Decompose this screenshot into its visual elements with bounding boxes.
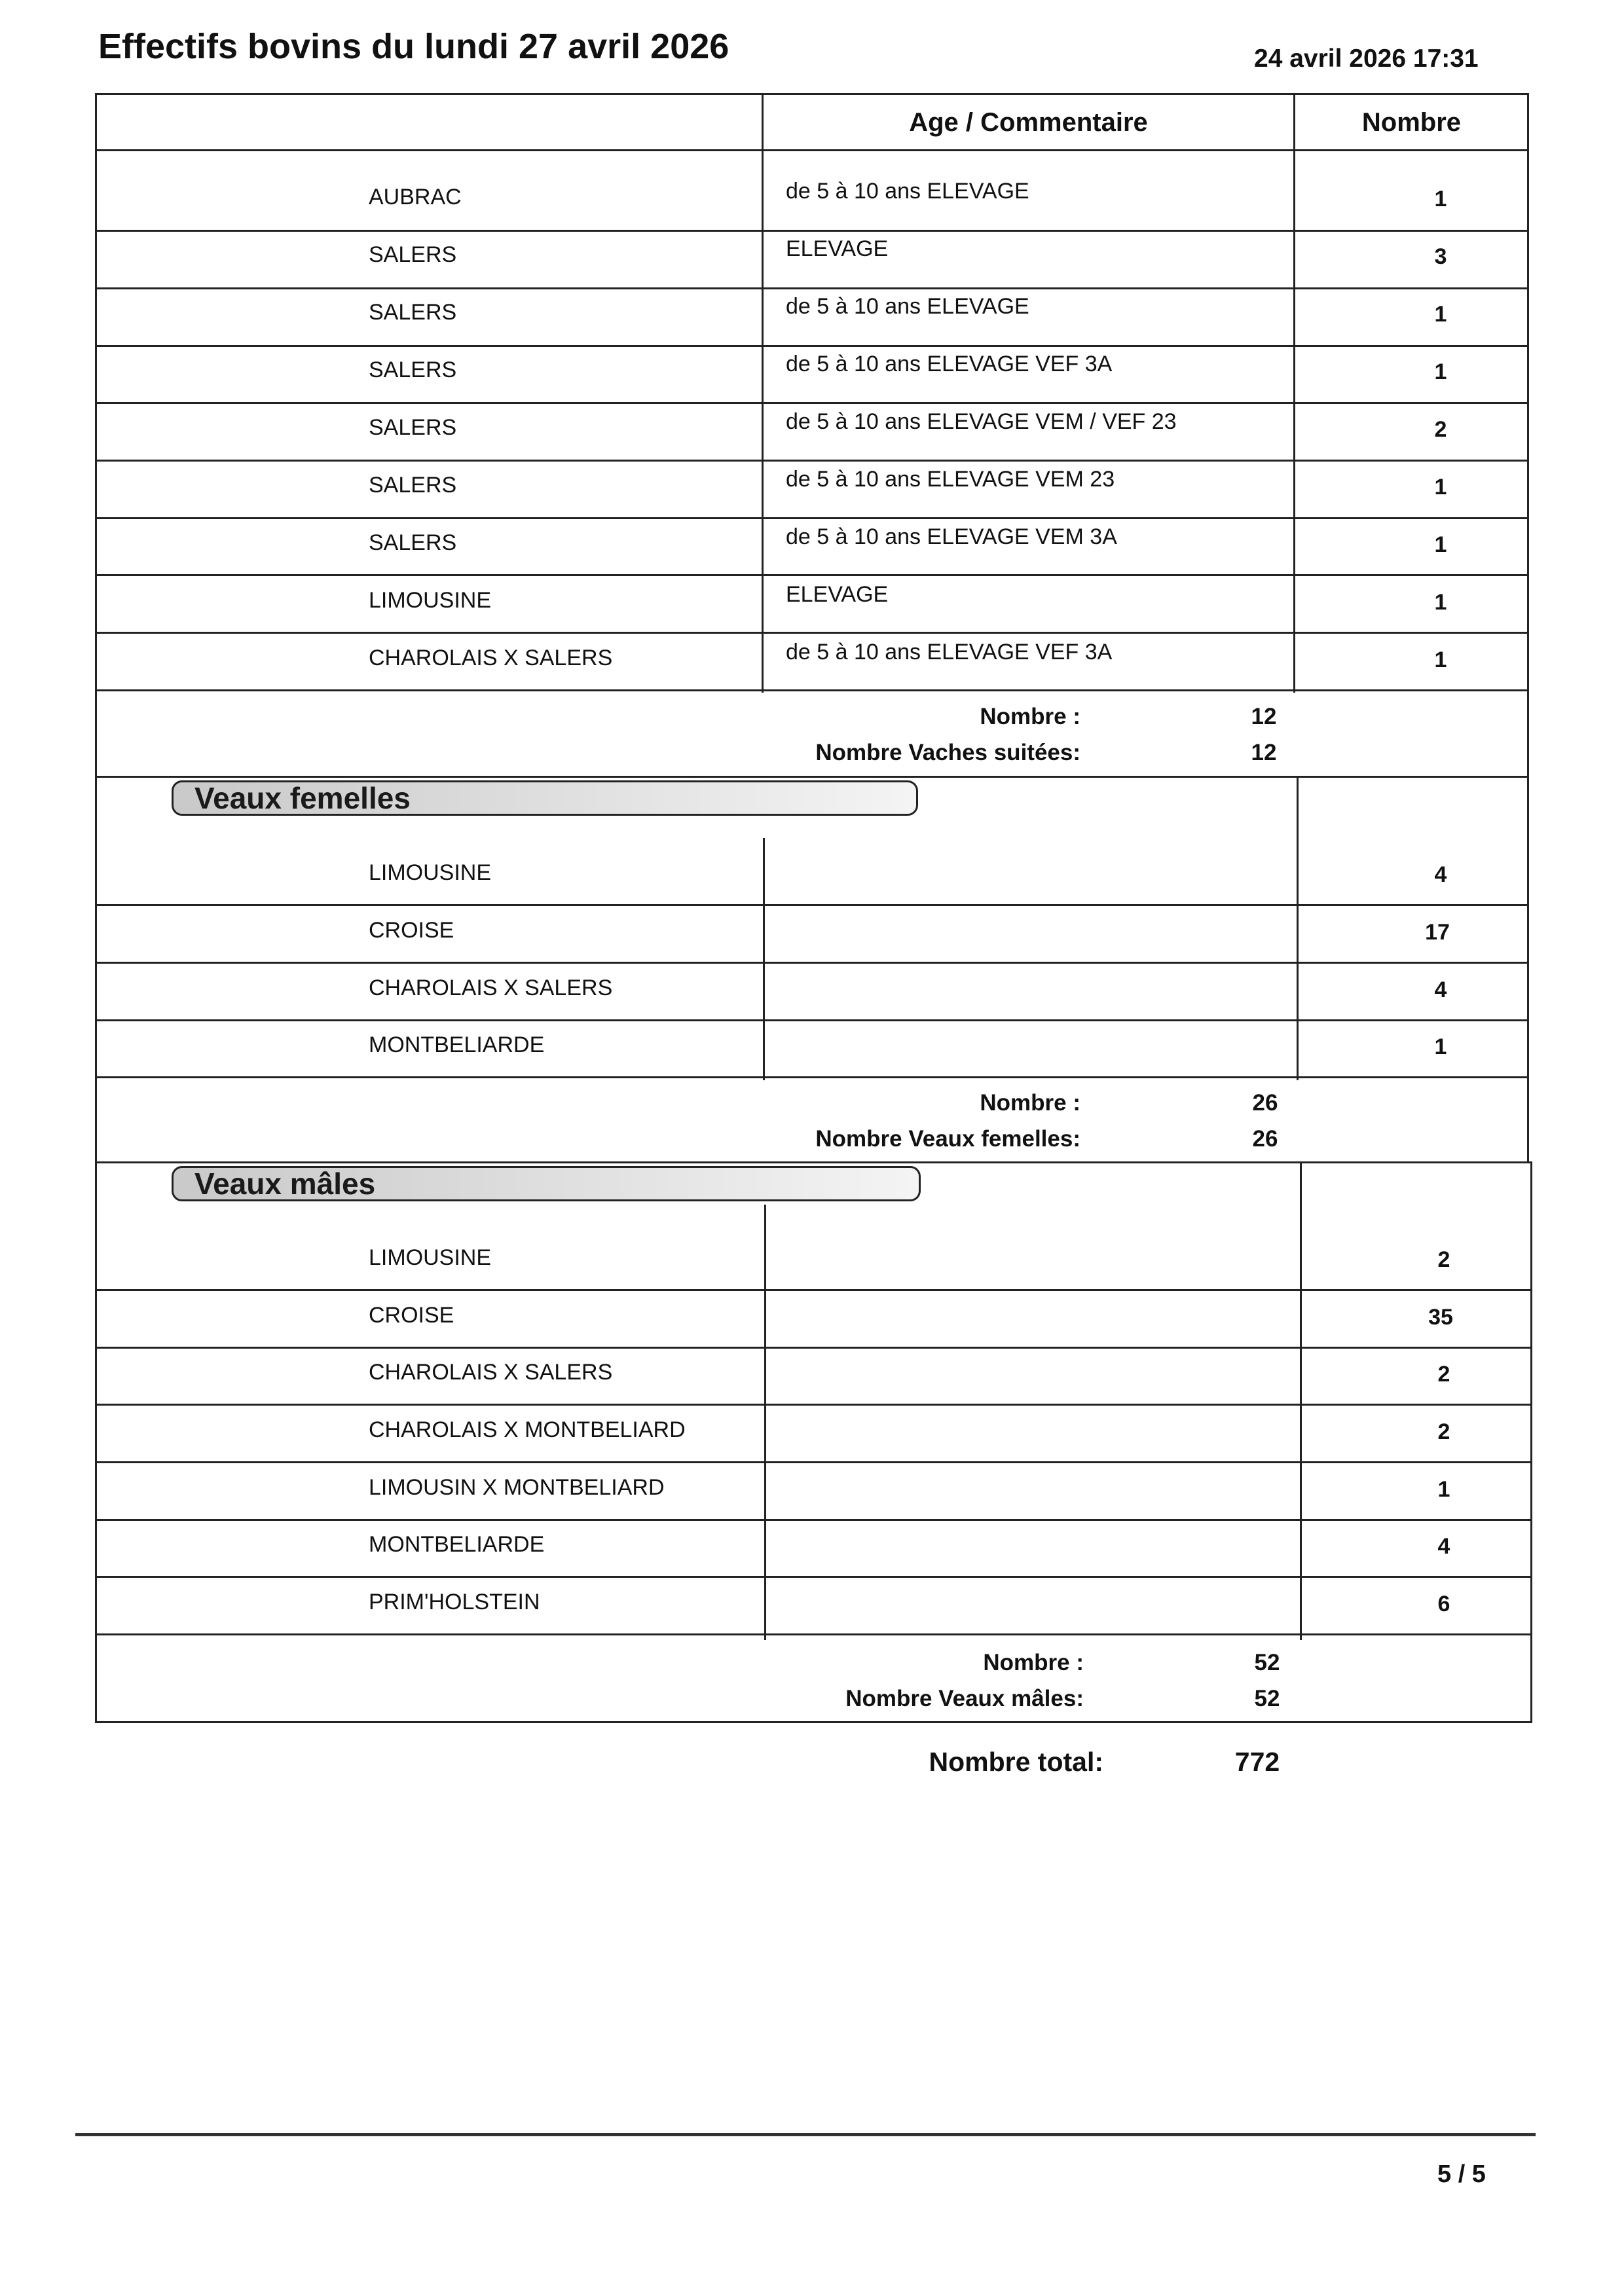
subtotal-value: 26 xyxy=(1252,1090,1278,1116)
subtotal-value: 26 xyxy=(1252,1126,1278,1152)
subtotal-value: 12 xyxy=(1251,740,1277,765)
subtotal-value: 12 xyxy=(1251,704,1277,729)
table-cell-race: LIMOUSINE xyxy=(369,1245,492,1270)
table-cell-count: 1 xyxy=(1434,302,1447,327)
table-cell-race: CHAROLAIS X SALERS xyxy=(369,1360,613,1385)
table-cell-race: LIMOUSIN X MONTBELIARD xyxy=(369,1475,665,1500)
table-cell-race: AUBRAC xyxy=(369,185,462,210)
row-divider xyxy=(95,1633,1532,1635)
table-cell-race: MONTBELIARDE xyxy=(369,1032,545,1057)
subtotal-value: 52 xyxy=(1254,1650,1280,1675)
grand-total-label: Nombre total: xyxy=(929,1747,1103,1777)
table-cell-count: 2 xyxy=(1437,1247,1450,1272)
group-veaux-femelles-frame xyxy=(95,776,1529,1163)
table-cell-count: 1 xyxy=(1434,475,1447,500)
table-cell-count: 1 xyxy=(1434,647,1447,672)
table-cell-count: 2 xyxy=(1437,1362,1450,1387)
grand-total-value: 772 xyxy=(1234,1747,1280,1777)
subtotal-label: Nombre Veaux mâles: xyxy=(845,1686,1084,1711)
row-divider xyxy=(95,1576,1532,1578)
section-title-veaux-femelles: Veaux femelles xyxy=(172,780,918,816)
subtotal-label: Nombre Veaux femelles: xyxy=(815,1126,1080,1152)
table-cell-race: CHAROLAIS X SALERS xyxy=(369,975,613,1000)
table-cell-race: SALERS xyxy=(369,530,457,555)
table-cell-count: 3 xyxy=(1434,244,1447,269)
table-cell-count: 4 xyxy=(1434,977,1447,1002)
row-divider xyxy=(95,1461,1532,1463)
column-header-comment: Age / Commentaire xyxy=(909,108,1148,137)
row-divider xyxy=(95,517,1529,519)
page-number: 5 / 5 xyxy=(1437,2160,1486,2188)
table-cell-count: 6 xyxy=(1437,1592,1450,1616)
row-divider xyxy=(95,1347,1532,1349)
column-divider xyxy=(1297,776,1299,1080)
row-divider xyxy=(95,1076,1529,1078)
subtotal-value: 52 xyxy=(1254,1686,1280,1711)
table-cell-comment: de 5 à 10 ans ELEVAGE xyxy=(786,294,1029,319)
subtotal-label: Nombre : xyxy=(980,1090,1080,1116)
table-cell-comment: de 5 à 10 ans ELEVAGE VEM 23 xyxy=(786,467,1115,492)
table-cell-count: 1 xyxy=(1434,532,1447,557)
table-cell-count: 35 xyxy=(1428,1305,1453,1330)
row-divider xyxy=(95,402,1529,404)
table-cell-race: SALERS xyxy=(369,300,457,325)
table-cell-race: CROISE xyxy=(369,1303,454,1328)
table-cell-race: SALERS xyxy=(369,415,457,440)
row-divider xyxy=(95,287,1529,289)
column-divider xyxy=(1300,1161,1302,1640)
table-cell-count: 17 xyxy=(1425,920,1450,945)
group-veaux-males-frame xyxy=(95,1161,1532,1723)
table-cell-race: LIMOUSINE xyxy=(369,860,492,885)
row-divider xyxy=(95,230,1529,232)
table-cell-count: 4 xyxy=(1434,862,1447,887)
table-cell-race: SALERS xyxy=(369,242,457,267)
table-cell-comment: ELEVAGE xyxy=(786,582,889,607)
report-title: Effectifs bovins du lundi 27 avril 2026 xyxy=(98,27,729,66)
table-cell-comment: ELEVAGE xyxy=(786,236,889,261)
table-cell-count: 2 xyxy=(1434,417,1447,442)
table-cell-comment: de 5 à 10 ans ELEVAGE VEF 3A xyxy=(786,352,1113,376)
row-divider xyxy=(95,632,1529,634)
table-cell-count: 2 xyxy=(1437,1419,1450,1444)
table-cell-race: CROISE xyxy=(369,918,454,943)
row-divider xyxy=(95,574,1529,576)
section-title-veaux-males: Veaux mâles xyxy=(172,1166,921,1201)
footer-divider xyxy=(75,2133,1536,2136)
row-divider xyxy=(95,460,1529,462)
column-header-count: Nombre xyxy=(1361,108,1462,137)
table-cell-race: LIMOUSINE xyxy=(369,588,492,613)
subtotal-label: Nombre : xyxy=(980,704,1080,729)
subtotal-label: Nombre : xyxy=(983,1650,1084,1675)
table-cell-count: 1 xyxy=(1434,187,1447,211)
row-divider xyxy=(95,1404,1532,1406)
row-divider xyxy=(95,962,1529,964)
row-divider xyxy=(95,345,1529,347)
row-divider xyxy=(95,904,1529,906)
table-cell-count: 4 xyxy=(1437,1534,1450,1559)
row-divider xyxy=(95,1019,1529,1021)
table-cell-comment: de 5 à 10 ans ELEVAGE VEM 3A xyxy=(786,524,1117,549)
table-cell-count: 1 xyxy=(1434,590,1447,615)
print-datetime: 24 avril 2026 17:31 xyxy=(1254,45,1479,73)
subtotal-label: Nombre Vaches suitées: xyxy=(815,740,1080,765)
table-cell-comment: de 5 à 10 ans ELEVAGE VEF 3A xyxy=(786,640,1113,665)
row-divider xyxy=(95,1289,1532,1291)
table-cell-race: CHAROLAIS X SALERS xyxy=(369,646,613,670)
table-cell-count: 1 xyxy=(1437,1477,1450,1502)
table-cell-race: SALERS xyxy=(369,357,457,382)
table-cell-count: 1 xyxy=(1434,1034,1447,1059)
table-cell-count: 1 xyxy=(1434,359,1447,384)
table-cell-race: SALERS xyxy=(369,473,457,498)
column-divider xyxy=(763,838,765,1080)
column-divider xyxy=(764,1205,766,1640)
row-divider xyxy=(95,1519,1532,1521)
table-cell-race: CHAROLAIS X MONTBELIARD xyxy=(369,1417,686,1442)
table-cell-comment: de 5 à 10 ans ELEVAGE xyxy=(786,179,1029,204)
row-divider xyxy=(95,689,1529,691)
table-cell-race: MONTBELIARDE xyxy=(369,1532,545,1557)
table-cell-race: PRIM'HOLSTEIN xyxy=(369,1590,540,1614)
table-cell-comment: de 5 à 10 ans ELEVAGE VEM / VEF 23 xyxy=(786,409,1177,434)
